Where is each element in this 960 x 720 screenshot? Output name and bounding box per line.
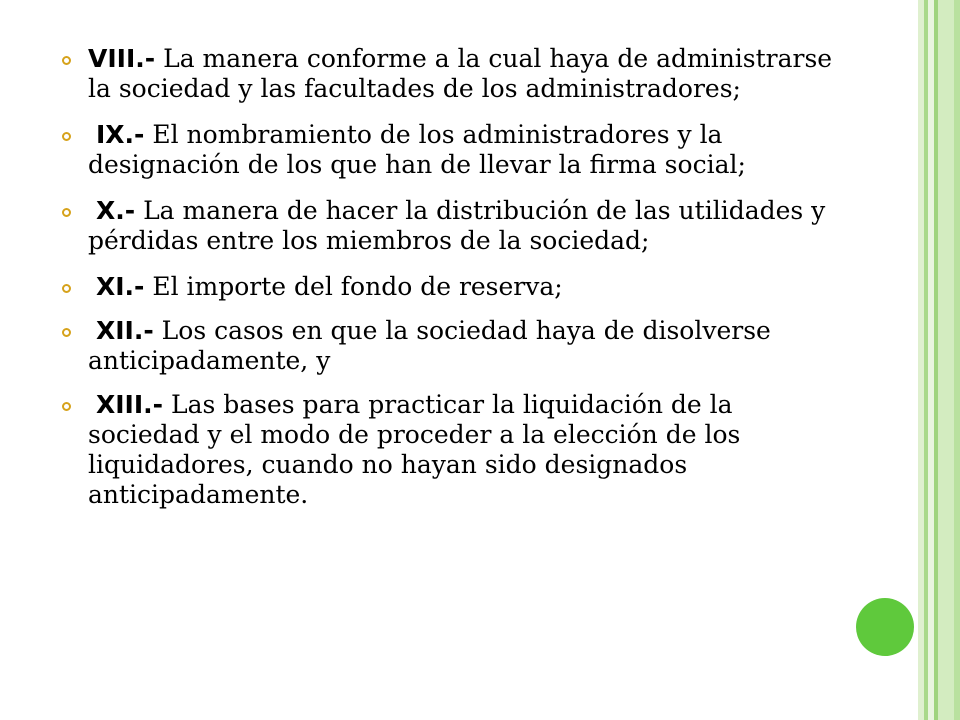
ring-bullet-icon [62, 328, 71, 337]
ring-bullet-icon [62, 208, 71, 217]
item-label: XII.- [95, 316, 154, 345]
item-label: X.- [95, 196, 136, 225]
ring-bullet-icon [62, 132, 71, 141]
decorative-stripe [938, 0, 954, 720]
ring-bullet-icon [62, 284, 71, 293]
item-text: Las bases para practicar la liquidación de la sociedad y el modo de proceder a la elección de los liquidadores, cuando no hayan sido designados anticipadamente. [88, 390, 741, 509]
article-list [62, 44, 842, 526]
list-item-viii [62, 44, 842, 104]
item-label: XIII.- [95, 390, 164, 419]
item-text: El importe del fondo de reserva; [152, 272, 563, 301]
decorative-stripe [954, 0, 960, 720]
item-label: VIII.- [88, 44, 156, 73]
list-item-x [62, 196, 842, 256]
item-label: XI.- [95, 272, 145, 301]
item-label: IX.- [95, 120, 145, 149]
list-item-xii [62, 316, 842, 376]
item-text: La manera de hacer la distribución de las utilidades y pérdidas entre los miembros de la sociedad; [88, 196, 826, 255]
list-item-xiii [62, 390, 842, 510]
list-item-ix [62, 120, 842, 180]
item-text: Los casos en que la sociedad haya de disolverse anticipadamente, y [88, 316, 771, 375]
item-text: El nombramiento de los administradores y la designación de los que han de llevar la firma social; [88, 120, 746, 179]
decorative-green-circle [856, 598, 914, 656]
ring-bullet-icon [62, 402, 71, 411]
item-text: La manera conforme a la cual haya de administrarse la sociedad y las facultades de los administradores; [88, 44, 833, 103]
ring-bullet-icon [62, 56, 71, 65]
list-item-xi [62, 272, 842, 302]
